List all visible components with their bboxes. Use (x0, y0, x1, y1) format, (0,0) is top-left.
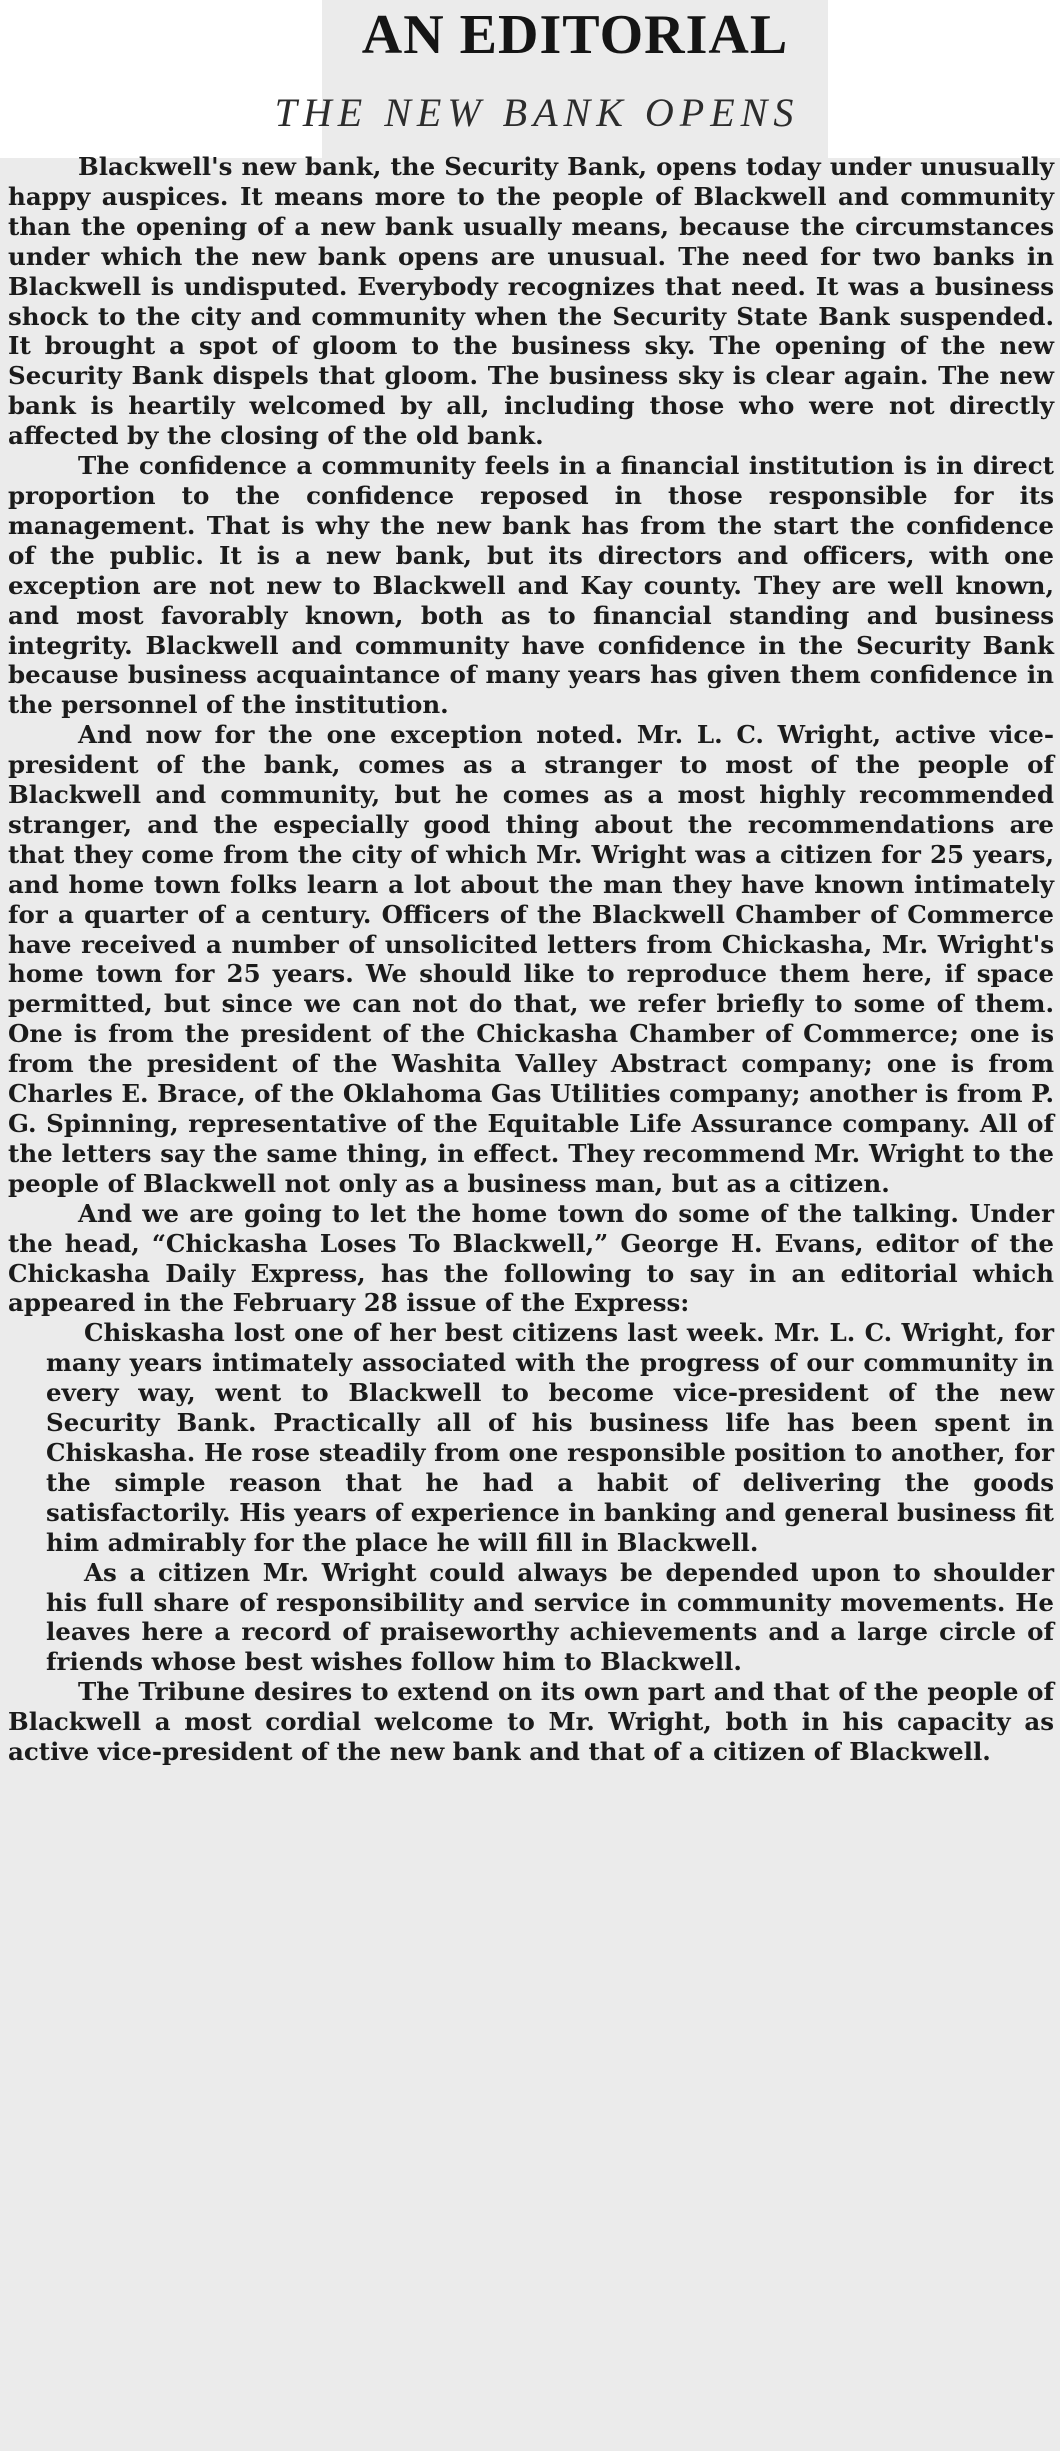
paragraph-1: Blackwell's new bank, the Security Bank, opens today under unusually happy auspices. It means more to the people of Blackwell and community than the opening of a new bank usually means, because the circumstances under which the new bank opens are unusual. The need for two banks in Blackwell is undisputed. Everybody recognizes that need. It was a business shock to the city and community when the Security State Bank suspended. It brought a spot of gloom to the business sky. The opening of the new Security Bank dispels that gloom. The business sky is clear again. The new bank is heartily welcomed by all, including those who were not directly affected by the closing of the old bank. (8, 152, 1054, 451)
paragraph-2: The confidence a community feels in a financial institution is in direct proportion to the confidence reposed in those responsible for its management. That is why the new bank has from the start the confidence of the public. It is a new bank, but its directors and officers, with one exception are not new to Blackwell and Kay county. They are well known, and most favorably known, both as to financial standing and business integrity. Blackwell and community have confidence in the Security Bank because business acquaintance of many years has given them confidence in the personnel of the institution. (8, 451, 1054, 720)
article-subheadline: THE NEW BANK OPENS (274, 90, 800, 135)
article-body (8, 152, 1054, 1767)
quoted-paragraph-2: As a citizen Mr. Wright could always be depended upon to shoulder his full share of responsibility and service in community movements. He leaves here a record of praiseworthy achievements and a large circle of friends whose best wishes follow him to Blackwell. (46, 1557, 1054, 1677)
paragraph-4: And we are going to let the home town do some of the talking. Under the head, “Chickasha Loses To Blackwell,” George H. Evans, editor of the Chickasha Daily Express, has the following to say in an editorial which appeared in the February 28 issue of the Express: (8, 1198, 1054, 1318)
closing-paragraph: The Tribune desires to extend on its own part and that of the people of Blackwell a most cordial welcome to Mr. Wright, both in his capacity as active vice-president of the new bank and that of a citizen of Blackwell. (8, 1677, 1054, 1767)
quoted-paragraph-1: Chiskasha lost one of her best citizens last week. Mr. L. C. Wright, for many years intimately associated with the progress of our community in every way, went to Blackwell to become vice-president of the new Security Bank. Practically all of his business life has been spent in Chiskasha. He rose steadily from one responsible position to another, for the simple reason that he had a habit of delivering the goods satisfactorily. His years of experience in banking and general business fit him admirably for the place he will fill in Blackwell. (46, 1318, 1054, 1557)
paragraph-3: And now for the one exception noted. Mr. L. C. Wright, active vice-president of the bank, comes as a stranger to most of the people of Blackwell and community, but he comes as a most highly recommended stranger, and the especially good thing about the recommendations are that they come from the city of which Mr. Wright was a citizen for 25 years, and home town folks learn a lot about the man they have known intimately for a quarter of a century. Officers of the Blackwell Chamber of Commerce have received a number of unsolicited letters from Chickasha, Mr. Wright's home town for 25 years. We should like to reproduce them here, if space permitted, but since we can not do that, we refer briefly to some of them. One is from the president of the Chickasha Chamber of Commerce; one is from the president of the Washita Valley Abstract company; one is from Charles E. Brace, of the Oklahoma Gas Utilities company; another is from P. G. Spinning, representative of the Equitable Life Assurance company. All of the letters say the same thing, in effect. They recommend Mr. Wright to the people of Blackwell not only as a business man, but as a citizen. (8, 720, 1054, 1198)
article-headline: AN EDITORIAL (361, 4, 789, 66)
